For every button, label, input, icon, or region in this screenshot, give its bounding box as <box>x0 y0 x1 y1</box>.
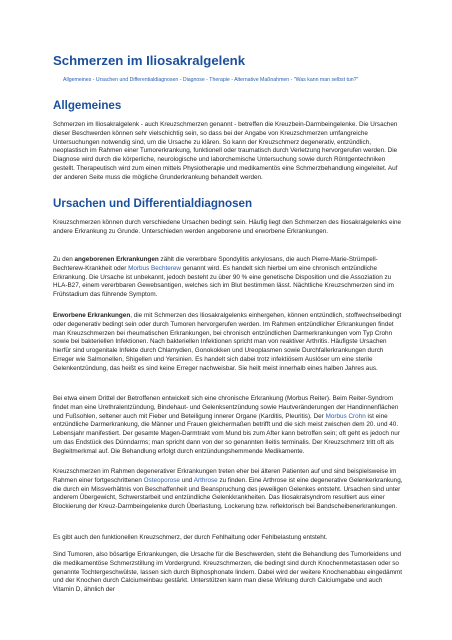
paragraph-tumoren: Sind Tumoren, also bösartige Erkrankungen, die Ursache für die Beschwerden, steht die Behandlung des Tumorleidens und die medikamentöse Schmerzstillung im Vordergrund. Kreuzschmerzen, die bedingt sind durch Knochenmetastasen oder so genannte Tochtergeschwülste, lassen sich durch Biphosphonate lindern. Dabei wird der weitere Knochenabbau eingedämmt und der Knochen durch Calciumeinbau gestärkt. Unterstützen kann man diese Wirkung durch Calciumgabe und auch Vitamin D, ähnlich der <box>53 551 403 593</box>
paragraph-allgemeines: Schmerzen im Iliosakralgelenk - auch Kreuzschmerzen genannt - betreffen die Kreuzbein-Darmbeingelenke. Die Ursachen dieser Beschwerden können sehr vielschichtig sein, so dass bei der Angabe von Kreuzschmerzen umfangreiche Untersuchungen notwendig sind, um die Ursache zu klären. So kann der Kreuzschmerz degenerativ, entzündlich, neoplastisch im Rahmen einer Tumorerkrankung, funktionell oder traumatisch durch Verletzung hervorgerufen werden. Die Diagnose wird durch die körperliche, neurologische und laborchemische Untersuchung sowie durch Röntgentechniken gestellt. Therapeutisch wird zum einen mittels Physiotherapie und medikamentös eine Schmerzbehandlung eingeleitet. Auf der anderen Seite muss die mögliche Grunderkrankung behandelt werden. <box>53 121 398 181</box>
text: zu finden. Eine Arthrose ist eine degenerative Gelenkerkrankung, die durch ein Missverhältnis von Beschaffenheit und Beanspruchung des jeweiligen Gelenkes entsteht. Ursachen sind unter anderem Übergewicht, Schwerstarbeit und entzündliche Gelenkkrankheiten. Das Iliosakralsyndrom resultiert aus einer Blockierung der Kreuz-Darmbeingelenke durch Überlastung, Lockerung bzw. reflektorisch bei Bandscheibenerkrankungen. <box>53 476 403 510</box>
heading-ursachen: Ursachen und Differentialdiagnosen <box>53 197 253 210</box>
text: Bei etwa einem Drittel der Betroffenen entwickelt sich eine chronische Erkrankung (Morbus Reiter). Beim Reiter-Syndrom findet man eine Urethralentzündung, Bindehaut- und Gelenksentzündung sowie Hautveränderungen der Handinnenflächen und Fußsohlen, seltener auch mit Fieber und Beteiligung innerer Organe (Karditis, Pleuritis). Der <box>53 395 399 420</box>
paragraph-erworbene <box>53 312 403 373</box>
top-margin <box>0 0 452 52</box>
text: Kreuzschmerzen im Rahmen degenerativer Erkrankungen treten eher bei älteren Patienten auf und sind beispielsweise im Rahmen einer fortgeschrittenen <box>53 468 397 484</box>
paragraph-morbus-reiter <box>53 395 403 456</box>
heading-allgemeines: Allgemeines <box>53 99 122 112</box>
paragraph-degenerativ <box>53 468 403 512</box>
text: , die mit Schmerzen des Iliosakralgelenks einhergehen, können entzündlich, stoffwechselbedingt oder degenerativ bedingt sein oder durch Tumoren hervorgerufen werden. Im Rahmen entzündlicher Erkrankungen findet man Kreuzschmerzen bei rheumatischen Erkrankungen, bei chronisch entzündlichen Darmerkrankungen vom Typ Crohn sowie bei bakteriellen Infektionen. Nach bakteriellen Infektionen spricht man von reaktiver Arthritis. Häufigste Ursachen hierfür sind urogenitale Infekte durch Chlamydien, Gonokokken und Ureoplasmen sowie Durchfallerkrankungen durch Erreger wie Salmonellen, Shigellen und Yersinien. Es handelt sich dabei trotz infektiösem Auslöser um eine sterile Gelenkentzündung, das heißt es sind keine Erreger nachweisbar. Sie heilt meist innerhalb eines halben Jahres aus. <box>53 312 402 372</box>
text: Zu den <box>53 256 75 263</box>
link-arthrose[interactable]: Arthrose <box>193 476 218 484</box>
link-morbus-bechterew[interactable]: Morbus Bechterew <box>128 264 181 272</box>
bold-term: Erworbene Erkrankungen <box>53 312 131 319</box>
paragraph-funktionell: Es gibt auch den funktionellen Kreuzschmerz, der durch Fehlhaltung oder Fehlbelastung entsteht. <box>53 534 328 541</box>
page-title: Schmerzen im Iliosakralgelenk <box>53 53 246 68</box>
paragraph-angeborene <box>53 256 403 300</box>
text: genannt wird. Es handelt sich hierbei um eine chronisch entzündliche Erkrankung. Die Ursache ist unbekannt, jedoch besteht zu über 90 % eine genetische Disposition und die Assoziation zu HLA-B27, einem vererbbaren Gewebsantigen, welches sich im Blut bestimmen lässt. Nächtliche Kreuzschmerzen sind im Frühstadium das führende Symptom. <box>53 264 394 298</box>
text: ist eine entzündliche Darmerkrankung, die Männer und Frauen gleichermaßen betrifft und die sich meist zwischen dem 20. und 40. Lebensjahr manifestiert. Der gesamte Magen-Darmtrakt vom Mund bis zum After kann betroffen sein; oft geht es jedoch nur um das Endstück des Dünndarms; man spricht dann von der so genannten Ileitis terminalis. Der Kreuzschmerz tritt oft als Begleitmerkmal auf. Die Behandlung erfolgt durch entzündungshemmende Medikamente. <box>53 412 400 455</box>
section-nav-links[interactable]: Allgemeines - Ursachen und Differentialdiagnosen - Diagnose - Therapie - Alternative Maßnahmen - "Was kann man selbst tun?" <box>63 77 359 83</box>
paragraph-ursachen-intro: Kreuzschmerzen können durch verschiedene Ursachen bedingt sein. Häufig liegt den Schmerzen des Iliosakralgelenks eine andere Erkrankung zu Grunde. Unterschieden werden angeborene und erworbene Erkrankungen. <box>53 219 402 235</box>
text: und <box>179 476 194 484</box>
text: zählt die vererbbare Spondylitis ankylosans, die auch Pierre-Marie-Strümpell-Bechterew-Krankheit oder <box>53 256 378 272</box>
link-morbus-crohn[interactable]: Morbus Crohn <box>325 412 366 420</box>
bold-term: angeborenen Erkrankungen <box>74 256 159 263</box>
link-osteoporose[interactable]: Osteoporose <box>143 476 180 484</box>
